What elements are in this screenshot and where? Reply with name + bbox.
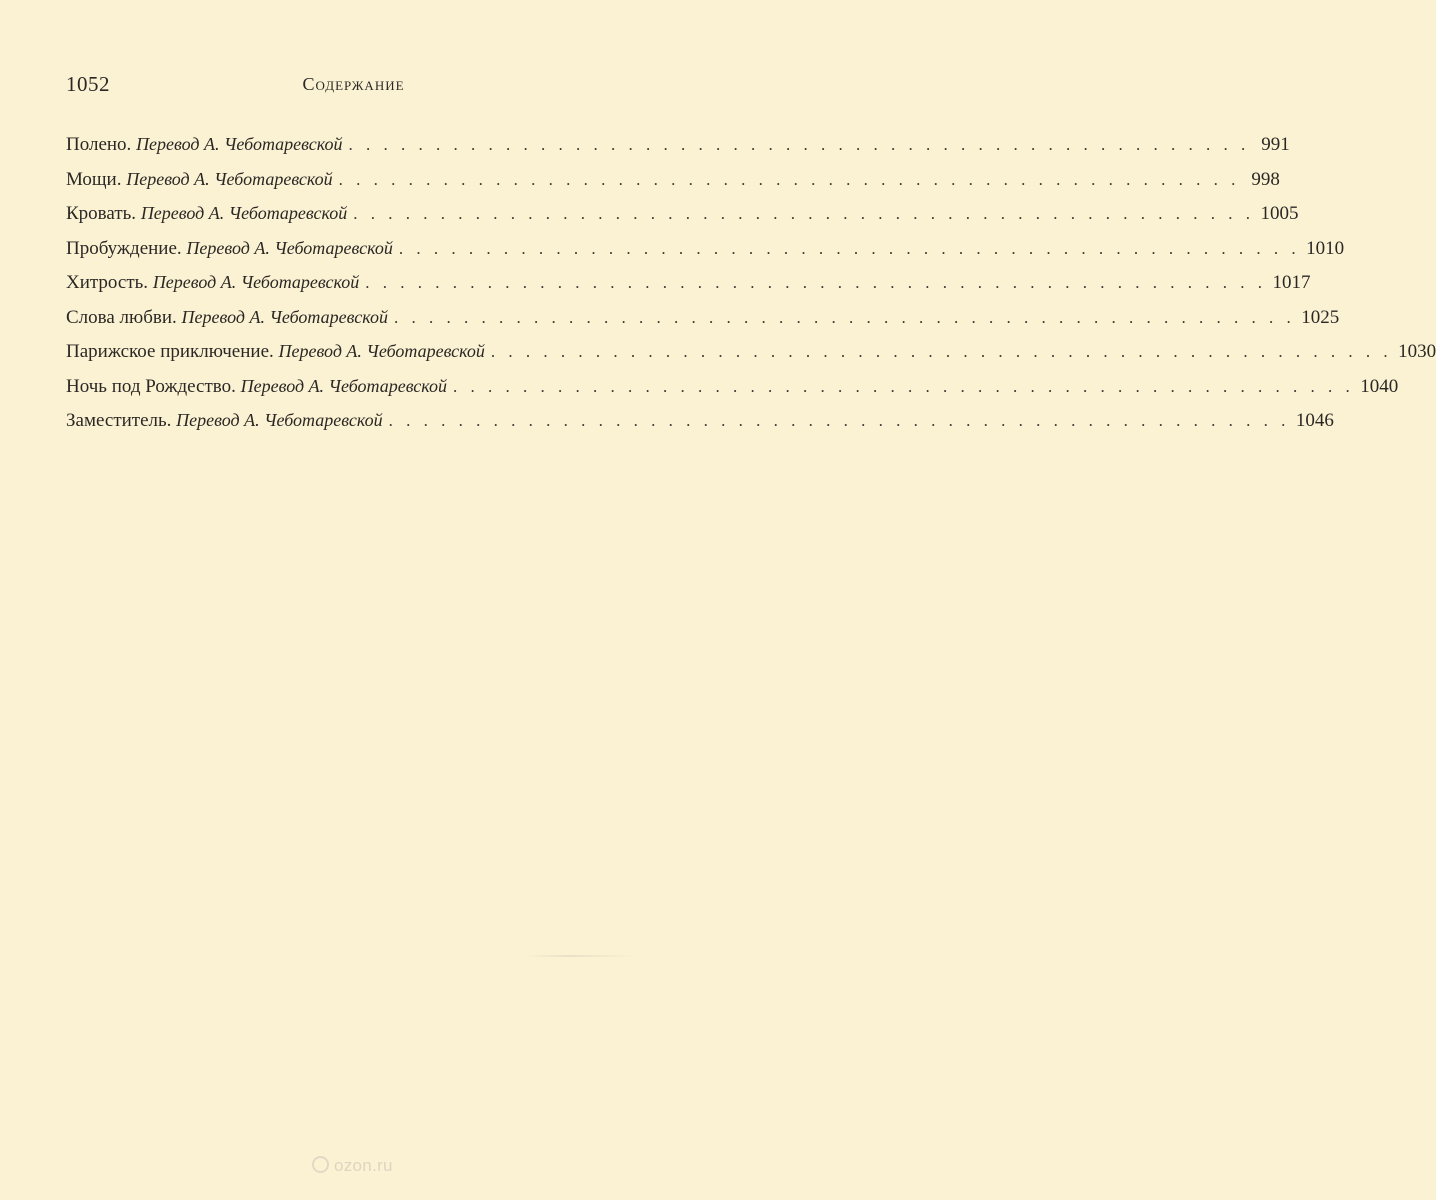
dot-leader: . . . . . . . . . . . . . . . . . . . . . . . . . . . . . . . . . . . . . . . . . . . . . . . . . . . . xyxy=(490,342,1393,361)
entry-page-number: 998 xyxy=(1251,168,1280,190)
entry-page-number: 1030 xyxy=(1398,341,1436,362)
page-number: 1052 xyxy=(66,72,110,96)
entry-title: Кровать. xyxy=(66,203,137,224)
entry-title: Заместитель. xyxy=(66,410,172,431)
dot-leader: . . . . . . . . . . . . . . . . . . . . . . . . . . . . . . . . . . . . . . . . . . . . . . . . . . . . xyxy=(398,238,1301,258)
dot-leader: . . . . . . . . . . . . . . . . . . . . . . . . . . . . . . . . . . . . . . . . . . . . . . . . . . . . xyxy=(388,411,1290,430)
entry-translator: Перевод А. Чеботаревской xyxy=(181,306,388,327)
dot-leader: . . . . . . . . . . . . . . . . . . . . . . . . . . . . . . . . . . . . . . . . . . . . . . . . . . . . xyxy=(365,273,1267,292)
entry-page-number: 1046 xyxy=(1295,410,1334,431)
entry-translator: Перевод А. Чеботаревской xyxy=(152,272,360,292)
entry-page-number: 1005 xyxy=(1260,203,1299,224)
section-title: Содержание xyxy=(302,74,405,94)
entry-title: Парижское приключение. xyxy=(66,341,274,362)
entry-title: Ночь под Рождество. xyxy=(66,375,236,397)
toc-entry xyxy=(66,231,1345,266)
toc-entry xyxy=(66,403,1334,438)
toc-entry xyxy=(66,300,1340,335)
entry-translator: Перевод А. Чеботаревской xyxy=(278,341,485,361)
toc-entry xyxy=(66,334,1436,369)
running-head xyxy=(66,72,641,102)
ozon-watermark xyxy=(312,1156,393,1176)
entry-page-number: 1040 xyxy=(1360,375,1399,397)
entry-translator: Перевод А. Чеботаревской xyxy=(176,410,383,430)
toc-entry xyxy=(66,265,1311,300)
dot-leader: . . . . . . . . . . . . . . . . . . . . . . . . . . . . . . . . . . . . . . . . . . . . . . . . . . . . xyxy=(353,204,1255,223)
entry-translator: Перевод А. Чеботаревской xyxy=(186,237,393,258)
entry-page-number: 1017 xyxy=(1272,272,1311,293)
entry-title: Хитрость. xyxy=(66,272,149,293)
watermark-text: ozon.ru xyxy=(334,1156,393,1175)
entry-translator: Перевод А. Чеботаревской xyxy=(126,168,333,189)
dot-leader: . . . . . . . . . . . . . . . . . . . . . . . . . . . . . . . . . . . . . . . . . . . . . . . . . . . . xyxy=(338,169,1240,189)
entry-translator: Перевод А. Чеботаревской xyxy=(240,375,448,396)
entry-translator: Перевод А. Чеботаревской xyxy=(136,134,343,154)
toc-entry xyxy=(66,162,1280,197)
toc-entry xyxy=(66,196,1299,231)
dot-leader: . . . . . . . . . . . . . . . . . . . . . . . . . . . . . . . . . . . . . . . . . . . . . . . . . . . . xyxy=(393,307,1296,327)
entry-translator: Перевод А. Чеботаревской xyxy=(140,203,348,223)
entry-page-number: 1010 xyxy=(1306,237,1345,259)
toc-entry xyxy=(66,369,1399,404)
ozon-logo-icon xyxy=(312,1156,329,1173)
entry-title: Слова любви. xyxy=(66,306,177,328)
paper-smudge xyxy=(525,955,635,957)
table-of-contents xyxy=(66,127,1436,438)
entry-title: Пробуждение. xyxy=(66,237,182,259)
entry-title: Мощи. xyxy=(66,168,122,190)
entry-page-number: 1025 xyxy=(1301,306,1340,328)
entry-title: Полено. xyxy=(66,134,132,155)
dot-leader: . . . . . . . . . . . . . . . . . . . . . . . . . . . . . . . . . . . . . . . . . . . . . . . . . . . . xyxy=(348,135,1250,154)
entry-page-number: 991 xyxy=(1261,134,1290,155)
toc-entry xyxy=(66,127,1290,162)
dot-leader: . . . . . . . . . . . . . . . . . . . . . . . . . . . . . . . . . . . . . . . . . . . . . . . . . . . . xyxy=(453,376,1355,396)
